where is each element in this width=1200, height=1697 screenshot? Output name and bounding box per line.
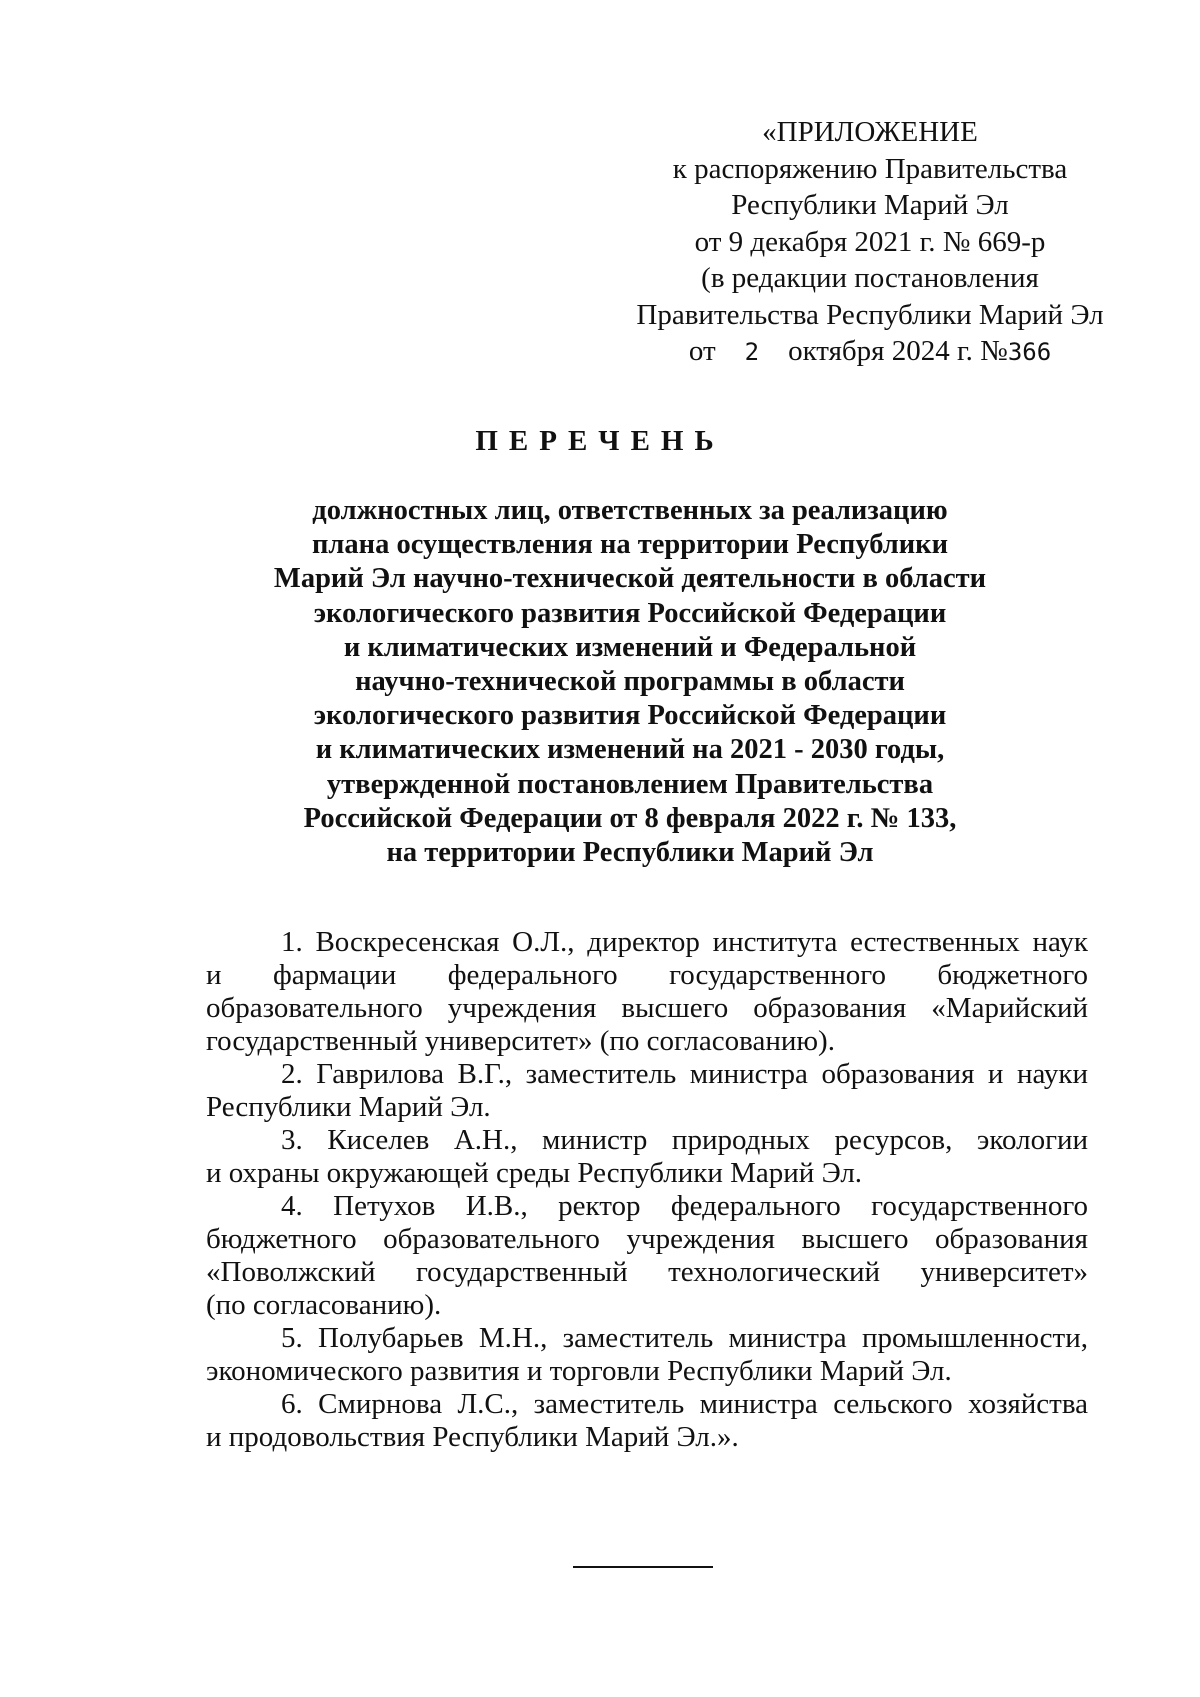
subtitle-line: научно-технической программы в области (355, 666, 905, 698)
list-item-line: 6. Смирнова Л.С., заместитель министра сельского хозяйства (281, 1388, 1088, 1420)
list-item-line: (по согласованию). (206, 1289, 442, 1321)
list-item-line: 2. Гаврилова В.Г., заместитель министра образования и науки (281, 1058, 1088, 1090)
subtitle-line: экологического развития Российской Федерации (313, 700, 947, 732)
list-item (206, 1124, 1088, 1190)
appendix-line: Правительства Республики Марий Эл (636, 298, 1104, 331)
list-item (206, 926, 1088, 1058)
subtitle-line: Марий Эл научно-технической деятельности в области (273, 563, 987, 595)
list-item-line: государственный университет» (по согласованию). (206, 1025, 835, 1057)
list-item (206, 1190, 1088, 1322)
list-item (206, 1388, 1088, 1454)
list-item-line: и фармации федерального государственного бюджетного (206, 959, 1088, 991)
appendix-line: (в редакции постановления (701, 262, 1039, 294)
subtitle-line: утвержденной постановлением Правительства (326, 768, 934, 800)
subtitle-line: Российской Федерации от 8 февраля 2022 г. № 133, (303, 802, 957, 834)
closing-divider (573, 1566, 713, 1568)
appendix-line: от 9 декабря 2021 г. № 669-р (694, 225, 1046, 258)
appendix-date-prefix: от (688, 335, 716, 367)
subtitle-line: плана осуществления на территории Республики (311, 529, 948, 561)
appendix-line: к распоряжению Правительства (672, 152, 1068, 185)
list-item-line: бюджетного образовательного учреждения высшего образования (206, 1223, 1088, 1255)
list-item-line: и продовольствия Республики Марий Эл.». (206, 1421, 739, 1453)
list-item-line: 4. Петухов И.В., ректор федерального государственного (281, 1190, 1088, 1222)
subtitle-line: и климатических изменений и Федеральной (343, 631, 917, 663)
list-item-line: 3. Киселев А.Н., министр природных ресурсов, экологии (281, 1124, 1088, 1156)
appendix-header (600, 114, 1140, 371)
document-title: ПЕРЕЧЕНЬ (475, 425, 725, 457)
list-item-line: Республики Марий Эл. (206, 1091, 491, 1123)
appendix-line: «ПРИЛОЖЕНИЕ (762, 116, 978, 148)
appendix-date-middle: октября 2024 г. № (788, 335, 1008, 367)
appendix-date-line (600, 333, 1140, 371)
list-item-line: «Поволжский государственный технологический университет» (206, 1256, 1088, 1288)
list-item-line: 5. Полубарьев М.Н., заместитель министра промышленности, (281, 1322, 1088, 1354)
list-item-line: и охраны окружающей среды Республики Марий Эл. (206, 1157, 863, 1189)
subtitle-line: экологического развития Российской Федерации (313, 597, 947, 629)
list-item (206, 1322, 1088, 1388)
subtitle-line: и климатических изменений на 2021 - 2030 годы, (315, 734, 945, 766)
list-item-line: 1. Воскресенская О.Л., директор института естественных наук (281, 926, 1088, 958)
list-item-line: образовательного учреждения высшего образования «Марийский (206, 992, 1088, 1024)
appendix-date-day: 2 (744, 338, 760, 366)
appendix-line: Республики Марий Эл (731, 189, 1009, 221)
appendix-number: 366 (1007, 338, 1052, 366)
list-item (206, 1058, 1088, 1124)
subtitle-line: должностных лиц, ответственных за реализацию (312, 495, 948, 526)
list-item-line: экономического развития и торговли Республики Марий Эл. (206, 1355, 952, 1387)
document-subtitle (260, 494, 1000, 870)
subtitle-line: на территории Республики Марий Эл (386, 837, 874, 869)
officials-list (206, 926, 1088, 1454)
